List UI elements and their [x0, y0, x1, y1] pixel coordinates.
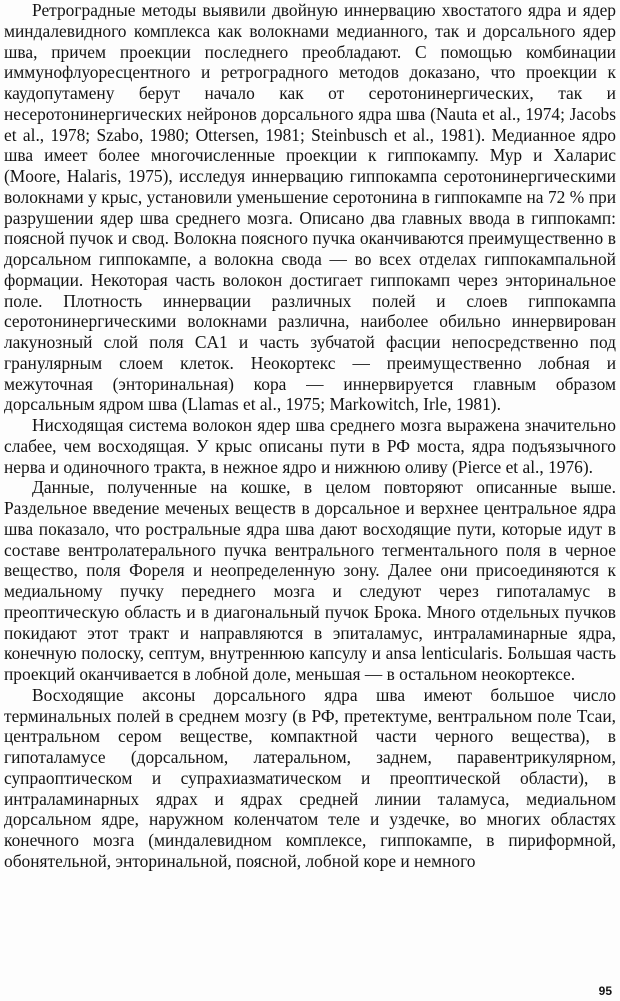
paragraph-retrograde-methods: Ретроградные методы выявили двойную иннервацию хвостатого ядра и ядер миндалевидного комплекса как волокнами медианного, так и дорсального ядер шва, причем проекции последнего преобладают. С помощью комбинации иммунофлуоресцентного и ретроградного методов доказано, что проекции к каудопутамену берут начало как от серотонинергических, так и несеротонинергических нейронов дорсального ядра шва (Nauta et al., 1974; Jacobs et al., 1978; Szabo, 1980; Ottersen, 1981; Steinbusch et al., 1981). Медианное ядро шва имеет более многочисленные проекции к гиппокампу. Мур и Халарис (Moore, Halaris, 1975), исследуя иннервацию гиппокампа серотонинергическими волокнами у крыс, установили уменьшение серотонина в гиппокампе на 72 % при разрушении ядер шва среднего мозга. Описано два главных ввода в гиппокамп: поясной пучок и свод. Волокна поясного пучка оканчиваются преимущественно в дорсальном гиппокампе, а волокна свода — во всех отделах гиппокампальной формации. Некоторая часть волокон достигает гиппокамп через энторинальное поле. Плотность иннервации различных полей и слоев гиппокампа серотонинергическими волокнами различна, наиболее обильно иннервирован лакунозный слой поля CA1 и часть зубчатой фасции непосредственно под гранулярным слоем клеток. Неокортекс — преимущественно лобная и межуточная (энторинальная) кора — иннервируется главным образом дорсальным ядром шва (Llamas et al., 1975; Markowitch, Irle, 1981). — [4, 0, 616, 415]
paragraph-descending-system: Нисходящая система волокон ядер шва среднего мозга выражена значительно слабее, чем восходящая. У крыс описаны пути в РФ моста, ядра подъязычного нерва и одиночного тракта, в нежное ядро и нижнюю оливу (Pierce et al., 1976). — [4, 415, 616, 477]
page-number: 95 — [598, 984, 612, 998]
body-text — [4, 0, 616, 872]
paragraph-cat-data: Данные, полученные на кошке, в целом повторяют описанные выше. Раздельное введение меченых веществ в дорсальное и верхнее центральное ядра шва показало, что ростральные ядра шва дают восходящие пути, которые идут в составе вентролатерального пучка вентрального тегментального поля в черное вещество, поля Фореля и неопределенную зону. Далее они присоединяются к медиальному пучку переднего мозга и следуют через гипоталамус в преоптическую область и в диагональный пучок Брока. Много отдельных пучков покидают этот тракт и направляются в эпиталамус, интраламинарные ядра, конечную полоску, септум, внутреннюю капсулу и ansa lenticularis. Большая часть проекций оканчивается в лобной доле, меньшая — в остальном неокортексе. — [4, 477, 616, 684]
paragraph-ascending-axons: Восходящие аксоны дорсального ядра шва имеют большое число терминальных полей в среднем мозгу (в РФ, претектуме, вентральном поле Тсаи, центральном сером веществе, компактной части черного вещества), в гипоталамусе (дорсальном, латеральном, заднем, паравентрикулярном, супраоптическом и супрахиазматическом и преоптической области), в интраламинарных ядрах и ядрах средней линии таламуса, медиальном дорсальном ядре, наружном коленчатом теле и уздечке, во многих областях конечного мозга (миндалевидном комплексе, гиппокампе, в пириформной, обонятельной, энторинальной, поясной, лобной коре и немного — [4, 684, 616, 871]
